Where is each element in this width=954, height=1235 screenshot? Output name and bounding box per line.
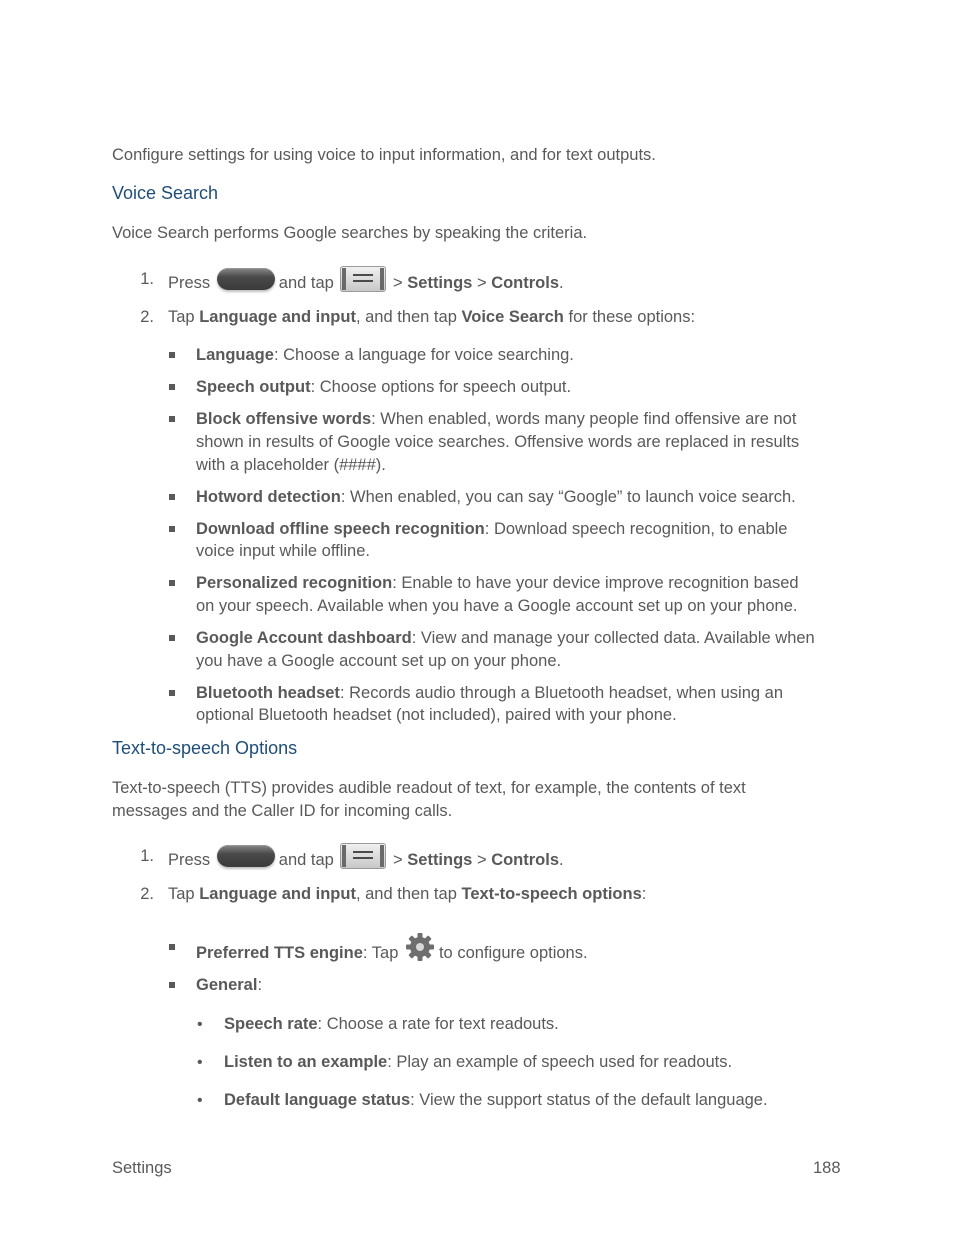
square-bullet-icon <box>169 944 175 950</box>
bullet-continuation: voice input while offline. <box>196 542 370 560</box>
bullet-text: : Download speech recognition, to enable <box>484 520 788 538</box>
bullet-continuation: optional Bluetooth headset (not included), paired with your phone. <box>196 706 677 724</box>
step-press-home-menu <box>168 266 564 295</box>
list-item <box>196 572 799 595</box>
bullet-text: to configure options. <box>438 944 588 962</box>
sub-list-item <box>224 1089 768 1112</box>
voice-search-label: Voice Search <box>461 308 564 326</box>
settings-label: Settings <box>407 274 473 292</box>
round-bullet-icon: • <box>197 1054 203 1071</box>
tts-description: messages and the Caller ID for incoming calls. <box>112 802 453 820</box>
bullet-text: : View the support status of the default language. <box>410 1091 768 1109</box>
step-text: . <box>559 274 564 292</box>
voice-search-description: Voice Search performs Google searches by speaking the criteria. <box>112 224 588 242</box>
language-and-input-label: Language and input <box>199 885 356 903</box>
bullet-term: Language <box>196 346 274 364</box>
list-item <box>196 376 571 399</box>
bullet-text: : Play an example of speech used for readouts. <box>387 1053 733 1071</box>
step-number: 1. <box>140 270 154 288</box>
bullet-text: : <box>257 976 263 994</box>
page-number: 188 <box>813 1159 841 1177</box>
step-text: > <box>393 274 403 292</box>
bullet-text: : Choose a rate for text readouts. <box>317 1015 559 1033</box>
sub-list-item <box>224 1051 732 1074</box>
bullet-text: : When enabled, you can say “Google” to launch voice search. <box>340 488 796 506</box>
menu-button-icon <box>340 843 386 869</box>
list-item <box>196 408 796 431</box>
step-number: 2. <box>140 308 154 326</box>
bullet-text: : Choose options for speech output. <box>310 378 572 396</box>
bullet-term: Default language status <box>224 1091 411 1109</box>
bullet-term: General <box>196 976 258 994</box>
step-press-home-menu <box>168 843 564 872</box>
square-bullet-icon <box>169 526 175 532</box>
list-item <box>196 344 574 367</box>
bullet-text: : Tap <box>362 944 399 962</box>
home-button-icon <box>217 845 275 867</box>
step-text: Press <box>168 851 211 869</box>
list-item <box>196 627 815 650</box>
step-text: : <box>641 885 647 903</box>
step-text: Tap <box>168 308 195 326</box>
step-text: Tap <box>168 885 195 903</box>
footer-section: Settings <box>112 1159 172 1177</box>
bullet-term: Preferred TTS engine <box>196 944 363 962</box>
list-item <box>196 974 262 997</box>
bullet-continuation: with a placeholder (####). <box>196 456 386 474</box>
bullet-term: Speech output <box>196 378 311 396</box>
step-text: > <box>476 274 487 292</box>
step-text: . <box>559 851 564 869</box>
menu-button-icon <box>340 266 386 292</box>
square-bullet-icon <box>169 580 175 586</box>
voice-search-heading: Voice Search <box>112 183 219 203</box>
sub-list-item <box>224 1013 559 1036</box>
step-number: 1. <box>140 847 154 865</box>
bullet-text: : Choose a language for voice searching. <box>273 346 574 364</box>
square-bullet-icon <box>169 352 175 358</box>
square-bullet-icon <box>169 416 175 422</box>
square-bullet-icon <box>169 384 175 390</box>
step-text: for these options: <box>568 308 696 326</box>
bullet-term: Speech rate <box>224 1015 318 1033</box>
home-button-icon <box>217 268 275 290</box>
settings-label: Settings <box>407 851 473 869</box>
step-language-input <box>168 883 646 906</box>
step-text: > <box>476 851 487 869</box>
square-bullet-icon <box>169 982 175 988</box>
list-item <box>196 682 783 705</box>
list-item <box>196 932 588 965</box>
step-text: and tap <box>278 274 334 292</box>
step-text: and tap <box>278 851 334 869</box>
round-bullet-icon: • <box>197 1092 203 1109</box>
language-and-input-label: Language and input <box>199 308 356 326</box>
controls-label: Controls <box>491 851 560 869</box>
list-item <box>196 486 796 509</box>
bullet-term: Block offensive words <box>196 410 372 428</box>
step-text: > <box>393 851 403 869</box>
step-text: , and then tap <box>355 885 457 903</box>
bullet-continuation: on your speech. Available when you have a Google account set up on your phone. <box>196 597 798 615</box>
bullet-continuation: shown in results of Google voice searches. Offensive words are replaced in results <box>196 433 800 451</box>
controls-label: Controls <box>491 274 560 292</box>
step-text: Press <box>168 274 211 292</box>
square-bullet-icon <box>169 494 175 500</box>
step-text: , and then tap <box>355 308 457 326</box>
bullet-term: Personalized recognition <box>196 574 393 592</box>
bullet-term: Google Account dashboard <box>196 629 412 647</box>
bullet-text: : Enable to have your device improve recognition based <box>392 574 799 592</box>
list-item <box>196 518 788 541</box>
bullet-term: Download offline speech recognition <box>196 520 485 538</box>
bullet-text: : Records audio through a Bluetooth headset, when using an <box>339 684 783 702</box>
tts-options-label: Text-to-speech options <box>461 885 642 903</box>
square-bullet-icon <box>169 690 175 696</box>
square-bullet-icon <box>169 635 175 641</box>
bullet-continuation: you have a Google account set up on your phone. <box>196 652 562 670</box>
round-bullet-icon: • <box>197 1016 203 1033</box>
step-language-input <box>168 306 695 329</box>
tts-description: Text-to-speech (TTS) provides audible readout of text, for example, the contents of text <box>112 779 746 797</box>
tts-heading: Text-to-speech Options <box>112 738 298 758</box>
step-number: 2. <box>140 885 154 903</box>
bullet-term: Listen to an example <box>224 1053 388 1071</box>
bullet-text: : View and manage your collected data. Available when <box>411 629 815 647</box>
bullet-term: Bluetooth headset <box>196 684 340 702</box>
bullet-text: : When enabled, words many people find offensive are not <box>371 410 797 428</box>
settings-gear-icon <box>405 932 435 962</box>
intro-text: Configure settings for using voice to input information, and for text outputs. <box>112 146 656 164</box>
bullet-term: Hotword detection <box>196 488 341 506</box>
